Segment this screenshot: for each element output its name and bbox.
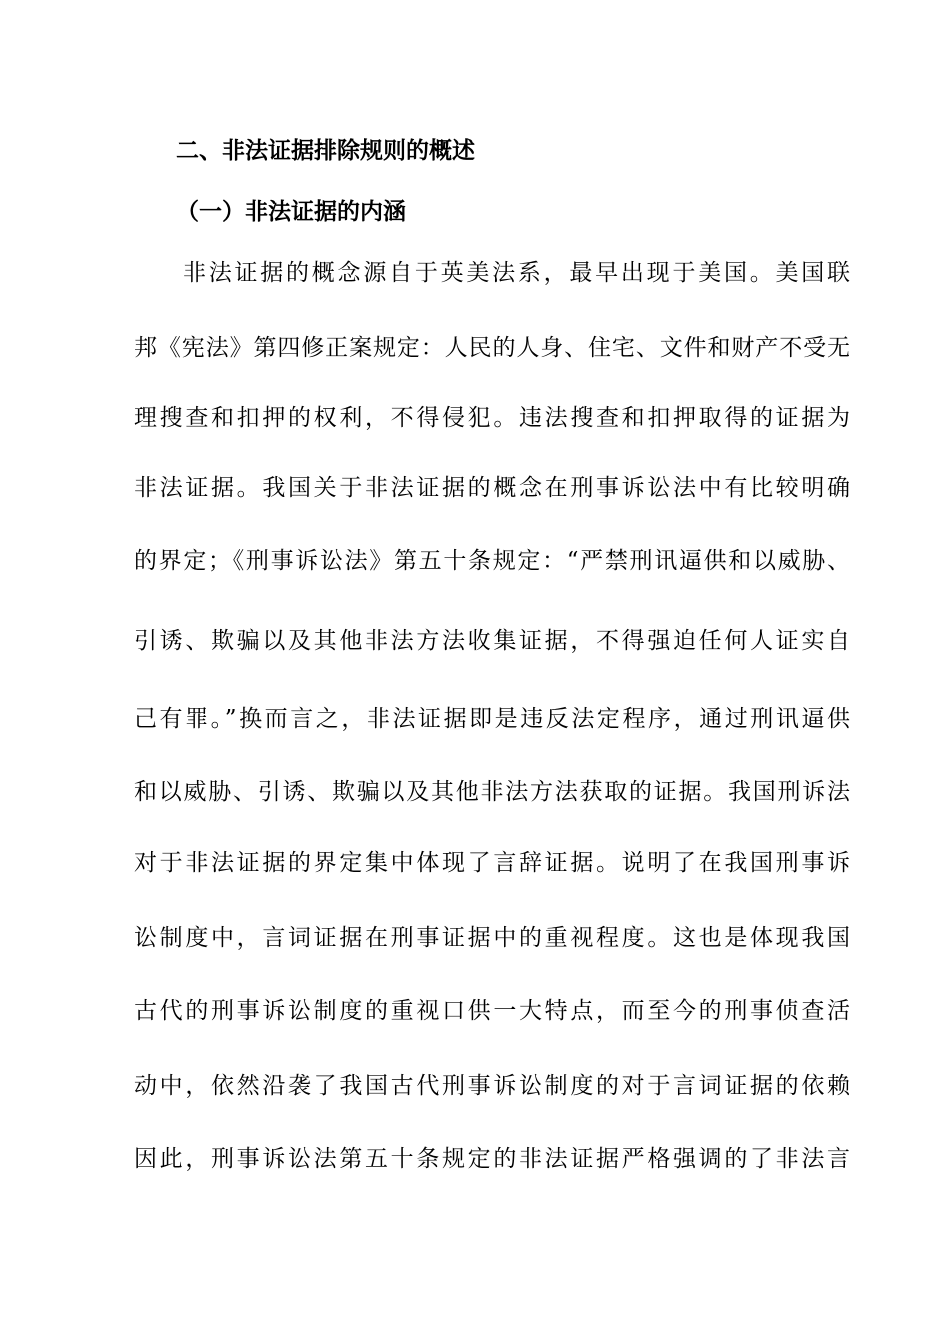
paragraph-line: 古代的刑事诉讼制度的重视口供一大特点，而至今的刑事侦查活 <box>134 998 850 1024</box>
paragraph-line: 和以威胁、引诱、欺骗以及其他非法方法获取的证据。我国刑诉法 <box>134 779 850 805</box>
subsection-heading: （一）非法证据的内涵 <box>176 199 406 225</box>
paragraph-line: 引诱、欺骗以及其他非法方法收集证据，不得强迫任何人证实自 <box>134 628 850 654</box>
paragraph-line: 邦《宪法》第四修正案规定：人民的人身、住宅、文件和财产不受无 <box>134 335 850 361</box>
paragraph-line: 因此，刑事诉讼法第五十条规定的非法证据严格强调的了非法言 <box>134 1146 850 1172</box>
paragraph-line: 己有罪。”换而言之，非法证据即是违反法定程序，通过刑讯逼供 <box>134 706 850 732</box>
paragraph-line: 非法证据的概念源自于英美法系，最早出现于美国。美国联 <box>183 260 850 286</box>
paragraph-line: 讼制度中，言词证据在刑事证据中的重视程度。这也是体现我国 <box>134 925 850 951</box>
paragraph-line: 动中，依然沿袭了我国古代刑事诉讼制度的对于言词证据的依赖 <box>134 1073 850 1099</box>
paragraph-line: 的界定；《刑事诉讼法》第五十条规定：“严禁刑讯逼供和以威胁、 <box>134 548 850 574</box>
paragraph-line: 对于非法证据的界定集中体现了言辞证据。说明了在我国刑事诉 <box>134 850 850 876</box>
paragraph-line: 非法证据。我国关于非法证据的概念在刑事诉讼法中有比较明确 <box>134 475 850 501</box>
paragraph-line: 理搜查和扣押的权利，不得侵犯。违法搜查和扣押取得的证据为 <box>134 405 850 431</box>
section-heading: 二、非法证据排除规则的概述 <box>176 138 475 164</box>
